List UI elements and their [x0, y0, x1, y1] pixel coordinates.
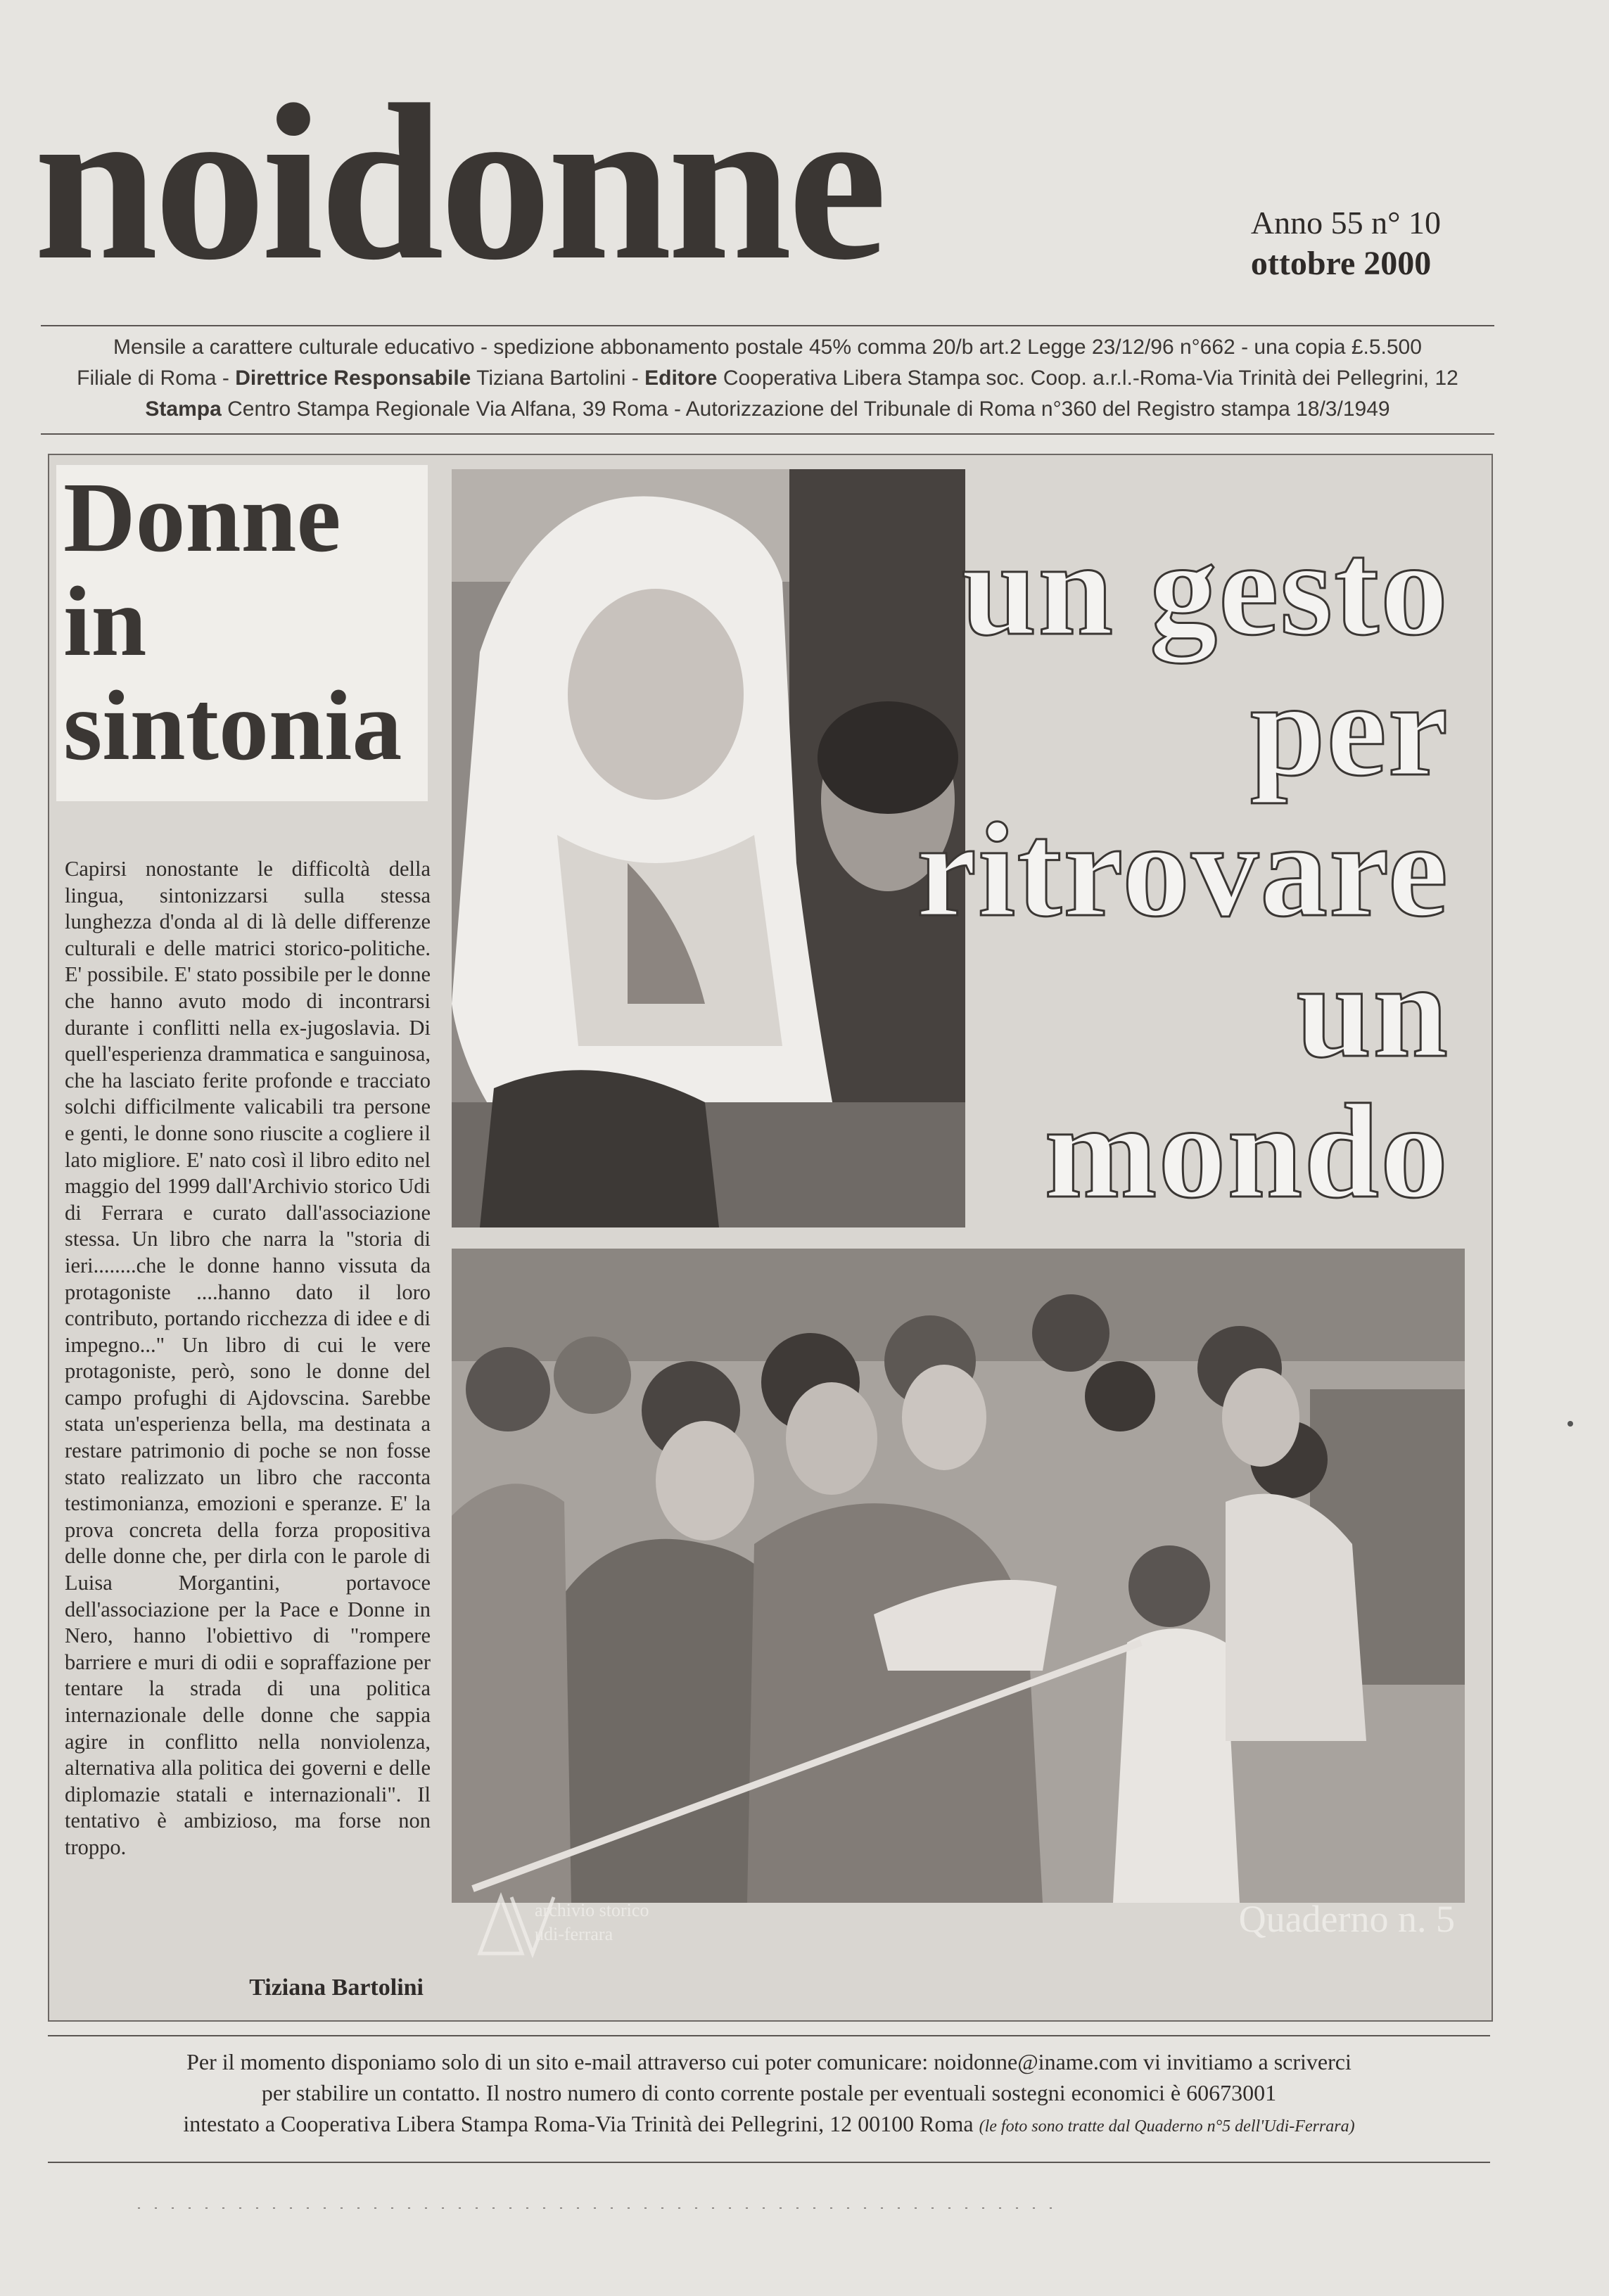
article-title-box: [56, 461, 428, 801]
archive-caption: archivio storico udi-ferrara: [535, 1900, 649, 1944]
footer-notice: [48, 2035, 1490, 2163]
article-title: Donne in sintonia: [63, 461, 402, 781]
photo-group-women: [452, 1249, 1465, 1903]
article-byline: Tiziana Bartolini: [249, 1975, 424, 2001]
imprint: [41, 332, 1494, 425]
decorative-dotted-line: [138, 2207, 1052, 2209]
photo-woman-headscarf: [452, 469, 965, 1227]
cover-headline: un gesto per ritrovare un mondo: [916, 514, 1449, 1226]
imprint-line-2: Filiale di Roma - Direttrice Responsabile Tiziana Bartolini - Editore Cooperativa Libera Stampa soc. Coop. a.r.l.-Roma-Via Trinità dei Pellegrini, 12: [77, 366, 1458, 390]
issue-info: [1251, 204, 1441, 283]
footer-line-2: per stabilire un contatto. Il nostro numero di conto corrente postale per eventuali sostegni economici è 60673001: [261, 2080, 1277, 2105]
imprint-line-1: Mensile a carattere culturale educativo - spedizione abbonamento postale 45% comma 20/b art.2 Legge 23/12/96 n°662 - una copia £.5.500: [113, 336, 1422, 359]
photo-credit: (le foto sono tratte dal Quaderno n°5 dell'Udi-Ferrara): [979, 2117, 1355, 2136]
quaderno-label: Quaderno n. 5: [1238, 1898, 1455, 1940]
photo-group-women-image: [452, 1249, 1465, 1903]
masthead-rule-bottom: [41, 433, 1494, 435]
article-body: Capirsi nonostante le difficoltà della lingua, sintonizzarsi sulla stessa lunghezza d'onda al di là delle differenze culturali e delle matrici storico-politiche. E' possibile. E' stato possibile per le donne che hanno avuto modo di incontrarsi durante i conflitti nella ex-jugoslavia. Di quell'esperienza drammatica e sanguinosa, che ha lasciato ferite profonde e tracciato solchi difficilmente valicabili tra persone e genti, le donne sono riuscite a cogliere il lato migliore. E' nato così il libro edito nel maggio del 1999 dall'Archivio storico Udi di Ferrara e curato dall'associazione stessa. Un libro che narra la "storia di ieri........che le donne hanno vissuta da protagoniste ....hanno dato il loro contributo, portando ricchezza di idee e di impegno..." Un libro di cui le vere protagoniste, però, sono le donne del campo profughi di Ajdovscina. Sarebbe stata un'esperienza bella, ma destinata a restare patrimonio di poche se non fosse stato realizzato un libro che racconta testimonianza, emozioni e speranze. E' la prova concreta della forza propositiva delle donne che, per dirla con le parole di Luisa Morgantini, portavoce dell'associazione per la Pace e Donne in Nero, hanno l'obiettivo di "rompere barriere e muri di odii e sopraffazione per tentare la strada di una politica internazionale delle donne che sappia agire in conflitto nella nonviolenza, alternativa alla politica dei governi e delle diplomazie statali e internazionali". Il tentativo è ambizioso, ma forse non troppo.: [65, 857, 431, 1859]
issue-date: ottobre 2000: [1250, 245, 1432, 282]
masthead-rule-top: [41, 325, 1494, 326]
magazine-logo: noidonne: [34, 58, 883, 306]
masthead: [34, 49, 1490, 317]
imprint-line-3: Stampa Centro Stampa Regionale Via Alfana, 39 Roma - Autorizzazione del Tribunale di Roma n°360 del Registro stampa 18/3/1949: [145, 397, 1390, 421]
footer-line-1: Per il momento disponiamo solo di un sito e-mail attraverso cui poter comunicare: noidonne@iname.com vi invitiamo a scriverci: [186, 2049, 1352, 2074]
photo-woman-headscarf-image: [452, 469, 965, 1227]
footer-line-3: intestato a Cooperativa Libera Stampa Roma-Via Trinità dei Pellegrini, 12 00100 Roma (le foto sono tratte dal Quaderno n°5 dell'Udi-Ferrara): [183, 2111, 1355, 2136]
print-speck: [1567, 1421, 1573, 1427]
issue-number: Anno 55 n° 10: [1250, 205, 1441, 241]
cover-frame: [48, 454, 1493, 2022]
